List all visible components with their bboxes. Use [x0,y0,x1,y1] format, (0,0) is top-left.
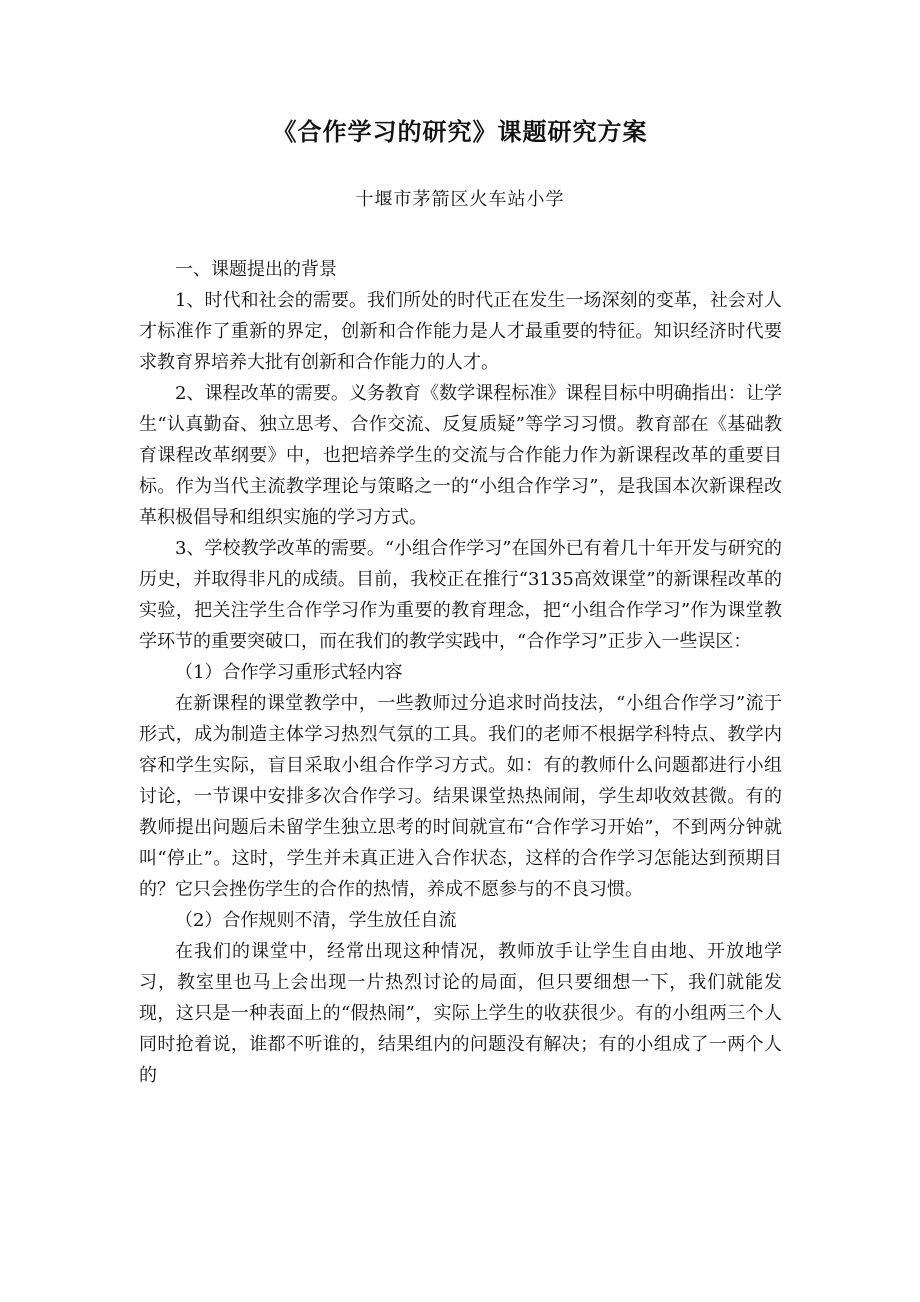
paragraph-unclear-rules: 在我们的课堂中，经常出现这种情况，教师放手让学生自由地、开放地学习，教室里也马上会出现一片热烈讨论的局面，但只要细想一下，我们就能发现，这只是一种表面上的“假热闹”，实际上学生的收获很少。有的小组两三个人同时抢着说，谁都不听谁的，结果组内的问题没有解决；有的小组成了一两个人的 [139,941,782,1086]
subheading-form-over-content: （1）合作学习重形式轻内容 [175,662,403,683]
document-body [139,254,782,1091]
section-heading-background: 一、课题提出的背景 [175,259,337,280]
paragraph-curriculum-reform-need: 2、课程改革的需要。义务教育《数学课程标准》课程目标中明确指出：让学生“认真勤奋、独立思考、合作交流、反复质疑”等学习习惯。教育部在《基础教育课程改革纲要》中，也把培养学生的交流与合作能力作为新课程改革的重要目标。作为当代主流教学理论与策略之一的“小组合作学习”，是我国本次新课程改革积极倡导和组织实施的学习方式。 [139,383,782,528]
paragraph-era-society-need: 1、时代和社会的需要。我们所处的时代正在发生一场深刻的变革，社会对人才标准作了重新的界定，创新和合作能力是人才最重要的特征。知识经济时代要求教育界培养大批有创新和合作能力的人才。 [139,290,782,373]
document-title: 《合作学习的研究》课题研究方案 [272,118,648,146]
subheading-unclear-rules: （2）合作规则不清，学生放任自流 [175,910,457,931]
paragraph-school-reform-need: 3、学校教学改革的需要。“小组合作学习”在国外已有着几十年开发与研究的历史，并取得非凡的成绩。目前，我校正在推行“3135高效课堂”的新课程改革的实验，把关注学生合作学习作为重要的教育理念，把“小组合作学习”作为课堂教学环节的重要突破口，而在我们的教学实践中，“合作学习”正步入一些误区： [139,538,782,652]
school-name: 十堰市茅箭区火车站小学 [355,189,565,210]
paragraph-form-over-content: 在新课程的课堂教学中，一些教师过分追求时尚技法，“小组合作学习”流于形式，成为制造主体学习热烈气氛的工具。我们的老师不根据学科特点、教学内容和学生实际，盲目采取小组合作学习方式。如：有的教师什么问题都进行小组讨论，一节课中安排多次合作学习。结果课堂热热闹闹，学生却收效甚微。有的教师提出问题后未留学生独立思考的时间就宣布“合作学习开始”，不到两分钟就叫“停止”。这时，学生并未真正进入合作状态，这样的合作学习怎能达到预期目的？它只会挫伤学生的合作的热情，养成不愿参与的不良习惯。 [139,693,782,900]
